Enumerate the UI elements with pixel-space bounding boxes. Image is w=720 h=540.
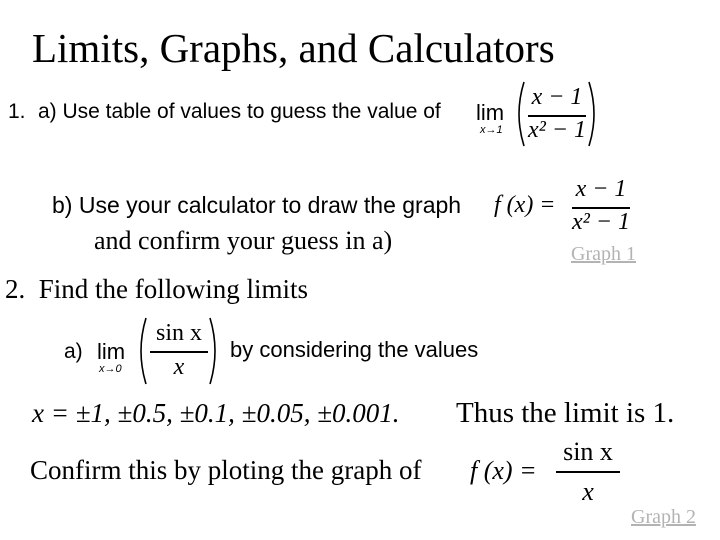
q2-denominator: x [582,477,594,506]
q2-confirm-text: Confirm this by ploting the graph of [30,455,422,485]
q1b-function: f (x) = [494,192,556,218]
q2-fraction-bar [556,471,620,473]
q1a-denominator: x² − 1 [527,117,587,143]
q1b-text: b) Use your calculator to draw the graph [52,192,462,218]
q2a-numerator-text: sin x [155,320,202,346]
q2-function: f (x) = [470,456,537,485]
slide-title: Limits, Graphs, and Calculators [32,25,555,71]
q1b-numerator: x − 1 [575,176,627,202]
q2a-text: by considering the values [230,337,479,362]
q2a-right-paren [208,316,222,386]
q2-values-line: x = ±1, ±0.5, ±0.1, ±0.05, ±0.001. [32,398,400,428]
q2-conclusion: Thus the limit is 1. [456,397,675,429]
q1a-text: a) Use table of values to guess the value of [38,100,441,123]
q1b-confirm-text: and confirm your guess in a) [94,226,393,255]
q2a-numerator [146,320,212,347]
q2a-fraction-bar [150,351,208,353]
q1b-denominator: x² − 1 [571,209,631,235]
q1a-lim: lim [476,100,505,125]
q2a-denominator: x [173,354,185,380]
q2a-lim: lim [97,339,126,364]
q1a-numerator: x − 1 [531,84,583,110]
q1a-right-paren [587,80,601,148]
q2-numerator: sin x [563,437,613,466]
graph-2-link[interactable]: Graph 2 [631,506,696,528]
q2a-label: a) [64,340,83,363]
q2-heading: 2. Find the following limits [5,274,309,304]
q1-number: 1. [8,100,26,123]
q2a-lim-subscript: x→0 [99,363,122,375]
graph-1-link[interactable]: Graph 1 [571,243,636,265]
q1a-lim-subscript: x→1 [480,124,503,136]
